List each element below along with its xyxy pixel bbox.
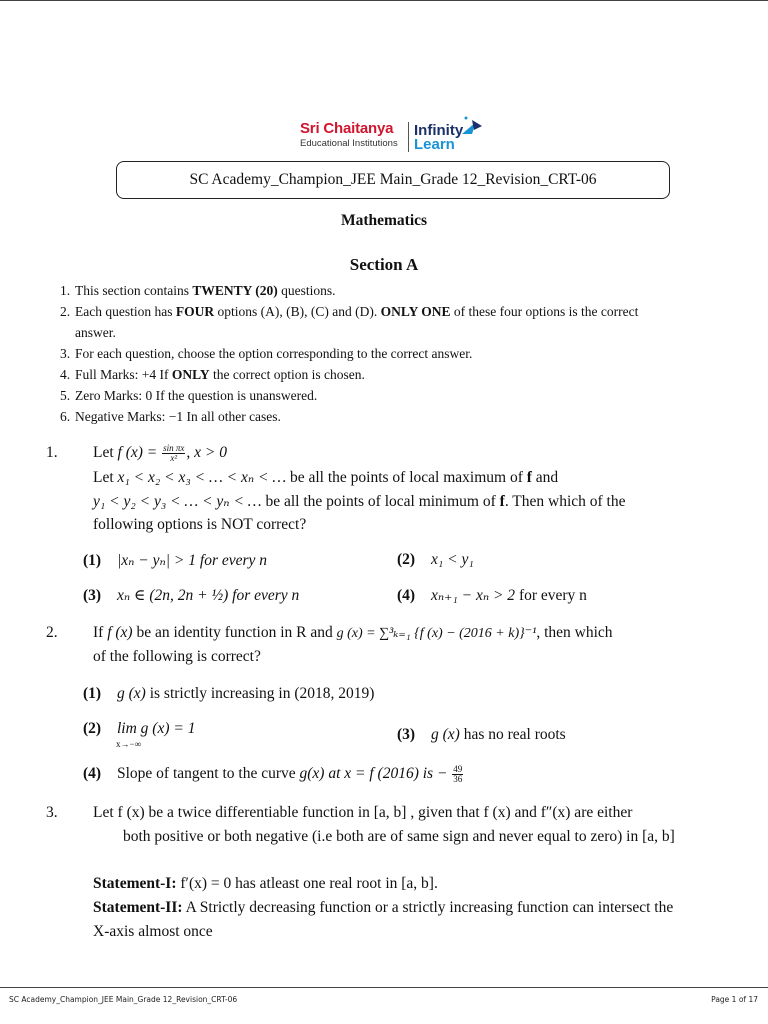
partner-name-line2: Learn — [414, 136, 455, 153]
option-3[interactable]: (3) g (x) has no real roots — [397, 726, 566, 743]
question-1-line-4: following options is NOT correct? — [93, 516, 307, 533]
top-rule — [0, 0, 768, 1]
option-3[interactable]: (3) xₙ ∈ (2n, 2n + ½) for every n — [83, 587, 300, 604]
question-3-line-1: Let f (x) be a twice differentiable function in [a, b] , given that f (x) and f″(x) are either — [93, 804, 633, 821]
question-number: 3. — [46, 804, 58, 821]
question-1-line-3: y₁ < y₂ < y₃ < … < yₙ < … be all the points of local minimum of f. Then which of the — [93, 493, 626, 510]
institution-logo — [298, 108, 488, 154]
limit-subscript: x→−∞ — [116, 739, 141, 749]
instruction-item: 2. Each question has FOUR options (A), (B), (C) and (D). ONLY ONE of these four options is the correct — [60, 304, 639, 319]
footer-title: SC Academy_Champion_JEE Main_Grade 12_Revision_CRT-06 — [9, 995, 238, 1004]
question-1-line-1: Let f (x) = $\frac{\text{sin πx}}{\text{x²}}$ , x > 0 — [93, 443, 227, 463]
statement-1: Statement-I: f′(x) = 0 has atleast one real root in [a, b]. — [93, 875, 438, 892]
statement-2: Statement-II: A Strictly decreasing function or a strictly increasing function can intersect the — [93, 899, 674, 916]
fraction: $\frac{\text{sin πx}}{\text{x²}}$ — [163, 443, 185, 463]
question-3-line-2: both positive or both negative (i.e both are of same sign and never equal to zero) in [a, b] — [123, 828, 675, 845]
statement-2-continuation: X-axis almost once — [93, 923, 213, 940]
paper-title: SC Academy_Champion_JEE Main_Grade 12_Revision_CRT-06 — [116, 161, 670, 199]
question-2-line-2: of the following is correct? — [93, 648, 261, 665]
instruction-item: 3. For each question, choose the option corresponding to the correct answer. — [60, 346, 473, 361]
instructions-list — [60, 280, 720, 427]
brand-subtitle: Educational Institutions — [300, 138, 398, 149]
option-1[interactable]: (1) g (x) is strictly increasing in (2018, 2019) — [83, 685, 375, 702]
question-number: 2. — [46, 624, 58, 641]
question-number: 1. — [46, 444, 58, 461]
option-1[interactable]: (1) |xₙ − yₙ| > 1 for every n — [83, 552, 268, 569]
instruction-item: 1. This section contains TWENTY (20) questions. — [60, 283, 336, 298]
option-2[interactable]: (2) x₁ < y₁ — [397, 551, 474, 568]
infinity-arrow-icon — [458, 112, 484, 142]
question-2-line-1: If f (x) be an identity function in R and g (x) = ∑³ₖ₌₁ {f (x) − (2016 + k)}⁻¹, then which — [93, 624, 613, 641]
option-4[interactable]: (4) Slope of tangent to the curve g(x) at x = f (2016) is − $\frac{49}{36}$ — [83, 764, 463, 784]
question-1-line-2: Let x₁ < x₂ < x₃ < … < xₙ < … be all the points of local maximum of f and — [93, 469, 559, 486]
section-heading: Section A — [349, 255, 419, 274]
partner-name-line1: Infinity — [414, 122, 464, 139]
logo-divider — [408, 122, 409, 152]
option-2[interactable]: (2) lim g (x) = 1 — [83, 720, 196, 737]
brand-name: Sri Chaitanya — [300, 120, 394, 137]
fraction: $\frac{49}{36}$ — [453, 764, 463, 784]
instruction-item: 4. Full Marks: +4 If ONLY the correct option is chosen. — [60, 367, 365, 382]
option-4[interactable]: (4) xₙ₊₁ − xₙ > 2 for every n — [397, 587, 587, 604]
page-number: Page 1 of 17 — [711, 995, 758, 1004]
instruction-item: 6. Negative Marks: −1 In all other cases. — [60, 409, 281, 424]
instruction-item-continuation: answer. — [75, 325, 116, 340]
footer-rule — [0, 987, 768, 988]
instruction-item: 5. Zero Marks: 0 If the question is unanswered. — [60, 388, 318, 403]
subject-heading: Mathematics — [340, 212, 428, 229]
